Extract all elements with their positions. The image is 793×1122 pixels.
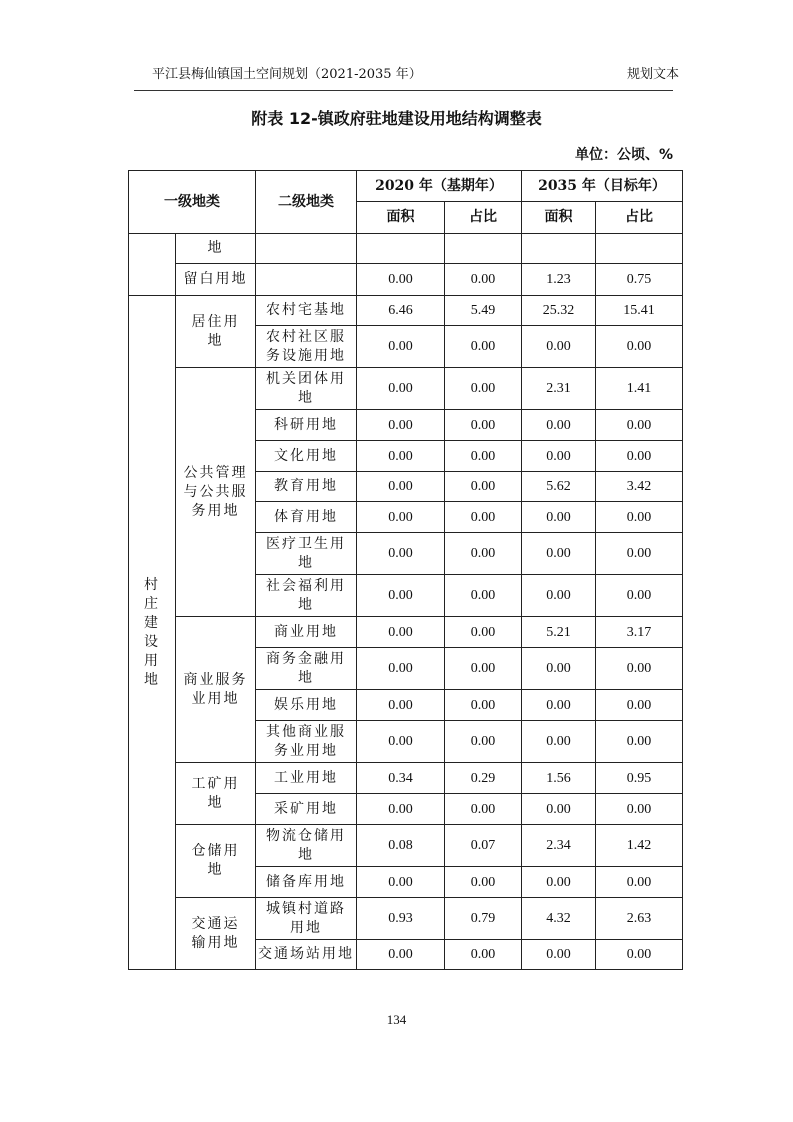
row-subcategory: 体育用地 [256,502,357,533]
cell-value: 0.00 [596,690,683,721]
row-subcategory: 其他商业服务业用地 [256,721,357,763]
cell-value: 5.21 [522,617,596,648]
cell-value: 0.93 [357,898,445,940]
cell-value: 1.41 [596,368,683,410]
header-doc-title: 平江县梅仙镇国土空间规划（2021-2035 年） [152,67,422,82]
table-title: 附表 12-镇政府驻地建设用地结构调整表 [251,109,542,128]
cell-value: 0.00 [357,940,445,970]
cell-value: 0.00 [445,410,522,441]
cell-value: 0.00 [522,441,596,472]
unit-label: 单位：公顷、% [574,147,673,163]
cell-value: 0.00 [357,721,445,763]
table-row [129,763,683,794]
land-use-table [128,170,683,970]
cell-value: 0.00 [357,617,445,648]
row-subcategory: 娱乐用地 [256,690,357,721]
cell-value: 0.00 [522,690,596,721]
header-section-label: 规划文本 [627,67,680,82]
cell-value: 5.49 [445,296,522,326]
cell-value: 0.00 [596,533,683,575]
cell-value: 0.00 [445,264,522,296]
group-storage: 仓储用地 [176,825,256,898]
row-subcategory: 农村社区服务设施用地 [256,326,357,368]
row-subcategory: 机关团体用地 [256,368,357,410]
cell-value: 0.00 [596,410,683,441]
row-subcategory: 教育用地 [256,472,357,502]
cell-value [596,234,683,264]
cell-value: 0.07 [445,825,522,867]
cell-value: 0.00 [357,410,445,441]
head-2020-ratio: 占比 [445,202,522,234]
cell-value: 0.29 [445,763,522,794]
cell-value: 0.00 [522,533,596,575]
cell-value: 0.00 [596,940,683,970]
row-subcategory [256,264,357,296]
head-2035-area: 面积 [522,202,596,234]
blank-level1-cell [129,234,176,296]
row-subcategory: 农村宅基地 [256,296,357,326]
cell-value: 0.00 [357,441,445,472]
header-divider [134,90,673,91]
cell-value: 0.00 [522,940,596,970]
row-category: 留白用地 [176,264,256,296]
cell-value: 0.00 [596,502,683,533]
row-subcategory: 商业用地 [256,617,357,648]
cell-value: 0.00 [445,940,522,970]
head-level2: 二级地类 [256,171,357,234]
cell-value: 0.00 [522,575,596,617]
cell-value [357,234,445,264]
cell-value: 2.31 [522,368,596,410]
row-subcategory: 交通场站用地 [256,940,357,970]
group-commercial: 商业服务业用地 [176,617,256,763]
cell-value: 0.00 [357,794,445,825]
cell-value: 0.00 [357,648,445,690]
level1-village-construction: 村庄建设用地 [129,296,176,970]
cell-value: 0.34 [357,763,445,794]
cell-value [522,234,596,264]
cell-value: 0.00 [522,648,596,690]
cell-value: 0.00 [445,502,522,533]
cell-value: 0.00 [357,326,445,368]
cell-value: 0.00 [596,326,683,368]
cell-value: 0.79 [445,898,522,940]
cell-value: 0.75 [596,264,683,296]
cell-value: 0.00 [522,502,596,533]
row-subcategory: 社会福利用地 [256,575,357,617]
row-subcategory: 采矿用地 [256,794,357,825]
cell-value: 0.00 [522,326,596,368]
cell-value: 1.56 [522,763,596,794]
page-number: 134 [386,1012,407,1027]
cell-value [445,234,522,264]
cell-value: 4.32 [522,898,596,940]
cell-value: 0.00 [596,441,683,472]
cell-value: 2.34 [522,825,596,867]
cell-value: 0.00 [596,794,683,825]
cell-value: 0.00 [445,794,522,825]
cell-value: 0.00 [522,410,596,441]
table-row [129,234,683,264]
head-2020-area: 面积 [357,202,445,234]
group-residential: 居住用地 [176,296,256,368]
cell-value: 3.42 [596,472,683,502]
cell-value: 0.00 [357,368,445,410]
cell-value: 0.00 [357,502,445,533]
head-2020: 2020 年（基期年） [357,171,522,202]
cell-value: 3.17 [596,617,683,648]
head-level1: 一级地类 [129,171,256,234]
cell-value: 0.00 [445,472,522,502]
cell-value: 5.62 [522,472,596,502]
group-transport: 交通运输用地 [176,898,256,970]
header-row-1 [129,171,683,202]
cell-value: 0.00 [596,721,683,763]
row-subcategory [256,234,357,264]
cell-value: 2.63 [596,898,683,940]
row-subcategory: 工业用地 [256,763,357,794]
cell-value: 0.00 [596,867,683,898]
cell-value: 0.08 [357,825,445,867]
cell-value: 0.00 [522,721,596,763]
row-subcategory: 文化用地 [256,441,357,472]
cell-value: 0.00 [445,575,522,617]
row-subcategory: 物流仓储用地 [256,825,357,867]
cell-value: 1.42 [596,825,683,867]
cell-value: 25.32 [522,296,596,326]
row-subcategory: 科研用地 [256,410,357,441]
table-row [129,264,683,296]
table-row [129,898,683,940]
cell-value: 0.00 [445,867,522,898]
cell-value: 0.00 [357,575,445,617]
cell-value: 0.00 [445,326,522,368]
cell-value: 0.00 [445,690,522,721]
cell-value: 1.23 [522,264,596,296]
cell-value: 0.00 [357,472,445,502]
cell-value: 15.41 [596,296,683,326]
head-2035: 2035 年（目标年） [522,171,683,202]
table-row [129,296,683,326]
cell-value: 0.00 [357,690,445,721]
cell-value: 0.00 [445,441,522,472]
row-subcategory: 商务金融用地 [256,648,357,690]
cell-value: 0.00 [357,533,445,575]
group-industrial: 工矿用地 [176,763,256,825]
cell-value: 0.00 [596,575,683,617]
row-subcategory: 储备库用地 [256,867,357,898]
cell-value: 0.00 [357,264,445,296]
cell-value: 0.00 [445,721,522,763]
group-public-service: 公共管理与公共服务用地 [176,368,256,617]
cell-value: 0.00 [445,648,522,690]
head-2035-ratio: 占比 [596,202,683,234]
cell-value: 0.00 [596,648,683,690]
cell-value: 6.46 [357,296,445,326]
row-subcategory: 医疗卫生用地 [256,533,357,575]
table-row [129,617,683,648]
table-row [129,825,683,867]
cell-value: 0.00 [522,867,596,898]
row-subcategory: 城镇村道路用地 [256,898,357,940]
cell-value: 0.00 [445,368,522,410]
row-category: 地 [176,234,256,264]
cell-value: 0.00 [522,794,596,825]
cell-value: 0.00 [445,617,522,648]
cell-value: 0.95 [596,763,683,794]
cell-value: 0.00 [445,533,522,575]
cell-value: 0.00 [357,867,445,898]
table-row [129,368,683,410]
